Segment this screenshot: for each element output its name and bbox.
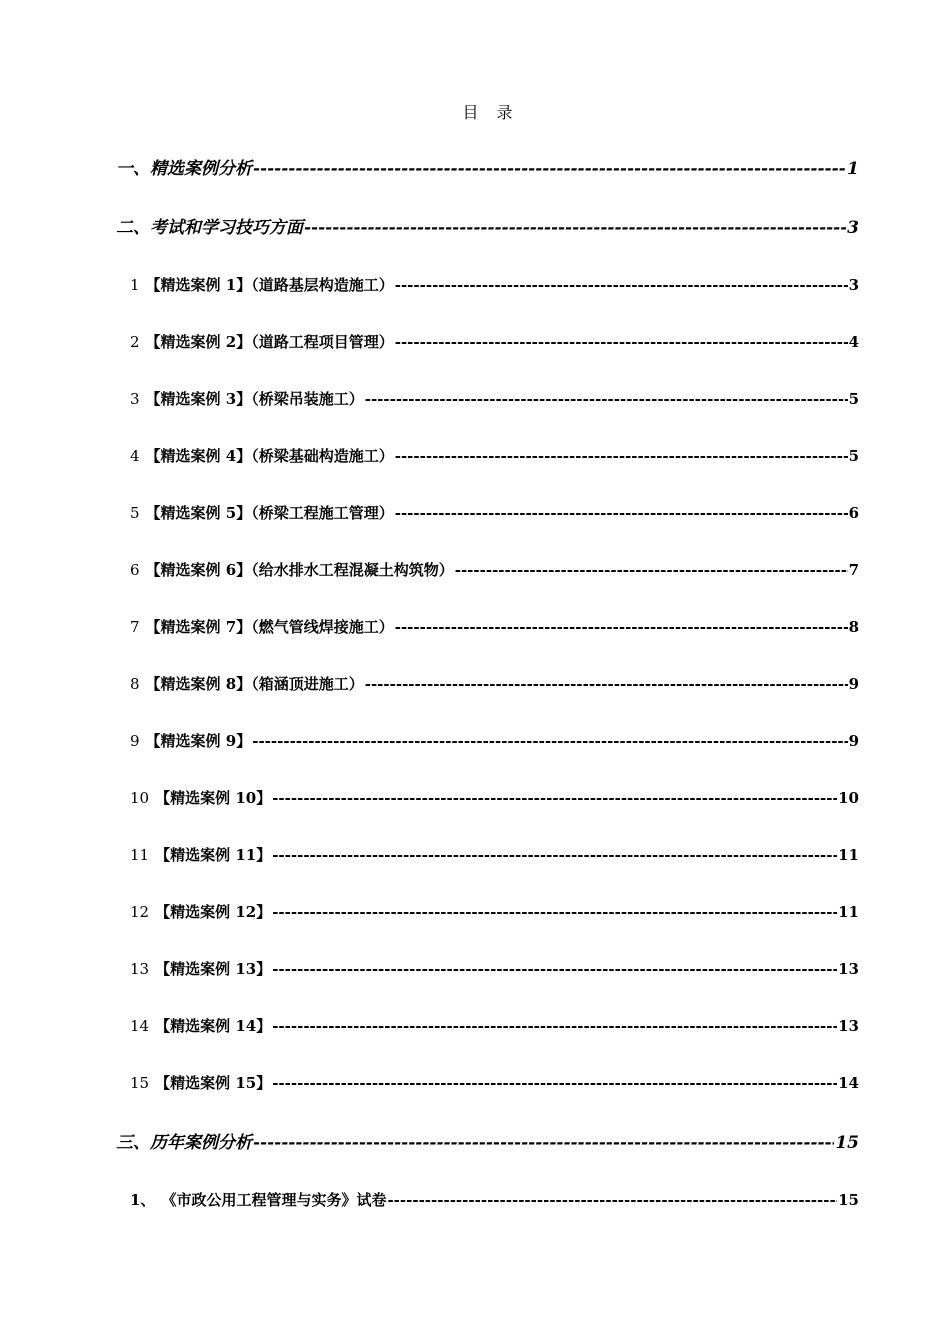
- toc-leader: [395, 618, 848, 636]
- toc-entry-text: 《市政公用工程管理与实务》试卷: [161, 1191, 387, 1209]
- toc-entry[interactable]: [130, 445, 859, 467]
- toc-entry-text: 【精选案例 1】（道路基层构造施工）: [145, 276, 394, 294]
- toc-entry[interactable]: [130, 1015, 859, 1037]
- toc-entry-text: 【精选案例 2】（道路工程项目管理）: [145, 333, 394, 351]
- toc-entry[interactable]: [130, 958, 859, 980]
- toc-entry-number: 2: [130, 333, 140, 351]
- toc-entry-page: 3: [848, 276, 859, 294]
- toc-entry[interactable]: [116, 1128, 859, 1152]
- toc-entry-number: 8: [130, 675, 140, 693]
- toc-entry[interactable]: [130, 274, 859, 296]
- toc-entry-text: 【精选案例 5】（桥梁工程施工管理）: [145, 504, 394, 522]
- toc-entry-page: 14: [838, 1074, 859, 1092]
- toc-entry[interactable]: [130, 502, 859, 524]
- toc-leader: [272, 903, 837, 921]
- toc-entry-page: 5: [848, 447, 859, 465]
- toc-entry-page: 1: [847, 159, 859, 178]
- toc-entry-page: 13: [838, 960, 859, 978]
- toc-entry-number: 12: [130, 903, 150, 921]
- toc-entry[interactable]: [130, 787, 859, 809]
- toc-leader: [272, 846, 837, 864]
- toc-entry-text: 【精选案例 11】: [155, 846, 272, 864]
- toc-leader: [272, 789, 837, 807]
- toc-entry-number: 5: [130, 504, 140, 522]
- toc-entry[interactable]: [130, 673, 859, 695]
- toc-entry[interactable]: [130, 331, 859, 353]
- toc-entry[interactable]: [130, 730, 859, 752]
- toc-entry-number: 14: [130, 1017, 150, 1035]
- toc-entry-page: 5: [848, 390, 859, 408]
- toc-leader: [253, 1133, 834, 1152]
- toc-entry-text: 【精选案例 9】: [145, 732, 252, 750]
- toc-entry-page: 9: [848, 675, 859, 693]
- toc-leader: [387, 1191, 837, 1209]
- toc-entry-text: 【精选案例 3】（桥梁吊装施工）: [145, 390, 364, 408]
- toc-entry-text: 一、精选案例分析: [116, 159, 252, 178]
- toc-entry[interactable]: [116, 154, 859, 178]
- toc-entry[interactable]: [130, 901, 859, 923]
- toc-entry-number: 10: [130, 789, 150, 807]
- toc-entry-page: 9: [848, 732, 859, 750]
- toc-leader: [272, 1074, 837, 1092]
- toc-entry-page: 7: [848, 561, 859, 579]
- toc-entry-number: 4: [130, 447, 140, 465]
- toc-entry-text: 【精选案例 8】（箱涵顶进施工）: [145, 675, 364, 693]
- toc-leader: [272, 960, 837, 978]
- toc-entry-text: 【精选案例 7】（燃气管线焊接施工）: [145, 618, 394, 636]
- toc-entry-number: 11: [130, 846, 150, 864]
- toc-leader: [252, 732, 847, 750]
- toc-entry-page: 3: [847, 218, 859, 237]
- toc-entry-text: 【精选案例 4】（桥梁基础构造施工）: [145, 447, 394, 465]
- toc-leader: [365, 675, 848, 693]
- toc-entry[interactable]: [130, 1189, 859, 1211]
- toc-leader: [253, 159, 846, 178]
- toc-entry-page: 10: [838, 789, 859, 807]
- toc-leader: [395, 276, 848, 294]
- toc-entry-page: 4: [848, 333, 859, 351]
- toc-leader: [395, 333, 848, 351]
- toc-title: [0, 100, 950, 123]
- toc-entry-text: 【精选案例 6】（给水排水工程混凝土构筑物）: [145, 561, 454, 579]
- toc-leader: [365, 390, 848, 408]
- toc-entry-number: 13: [130, 960, 150, 978]
- toc-entry-text: 二、考试和学习技巧方面: [116, 218, 303, 237]
- toc-leader: [395, 504, 848, 522]
- toc-entry-page: 13: [838, 1017, 859, 1035]
- toc-entry-text: 【精选案例 13】: [155, 960, 272, 978]
- toc-entry-page: 11: [838, 903, 859, 921]
- toc-entry[interactable]: [130, 844, 859, 866]
- toc-entry-number: 7: [130, 618, 140, 636]
- toc-entry-text: 三、历年案例分析: [116, 1133, 252, 1152]
- toc-entry-number: 15: [130, 1074, 150, 1092]
- toc-title-right: 录: [496, 103, 513, 122]
- toc-entry[interactable]: [130, 1072, 859, 1094]
- toc-entry-number: 9: [130, 732, 140, 750]
- toc-leader: [272, 1017, 837, 1035]
- toc-entry-page: 6: [848, 504, 859, 522]
- toc-entry-number: 1、: [130, 1191, 156, 1209]
- toc-title-left: 目: [462, 103, 479, 122]
- toc-leader: [304, 218, 846, 237]
- toc-entry[interactable]: [130, 559, 859, 581]
- toc-entry-text: 【精选案例 15】: [155, 1074, 272, 1092]
- toc-leader: [455, 561, 848, 579]
- toc-entry-text: 【精选案例 14】: [155, 1017, 272, 1035]
- toc-entry[interactable]: [130, 388, 859, 410]
- toc-entry-number: 3: [130, 390, 140, 408]
- toc-entry[interactable]: [130, 616, 859, 638]
- toc-entry-page: 8: [848, 618, 859, 636]
- toc-entry-page: 15: [835, 1133, 859, 1152]
- toc-leader: [395, 447, 848, 465]
- toc-entry-page: 11: [838, 846, 859, 864]
- toc-entry-text: 【精选案例 10】: [155, 789, 272, 807]
- toc-entry-number: 6: [130, 561, 140, 579]
- toc-entry[interactable]: [116, 213, 859, 237]
- toc-entry-text: 【精选案例 12】: [155, 903, 272, 921]
- toc-entry-page: 15: [838, 1191, 859, 1209]
- toc-entry-number: 1: [130, 276, 140, 294]
